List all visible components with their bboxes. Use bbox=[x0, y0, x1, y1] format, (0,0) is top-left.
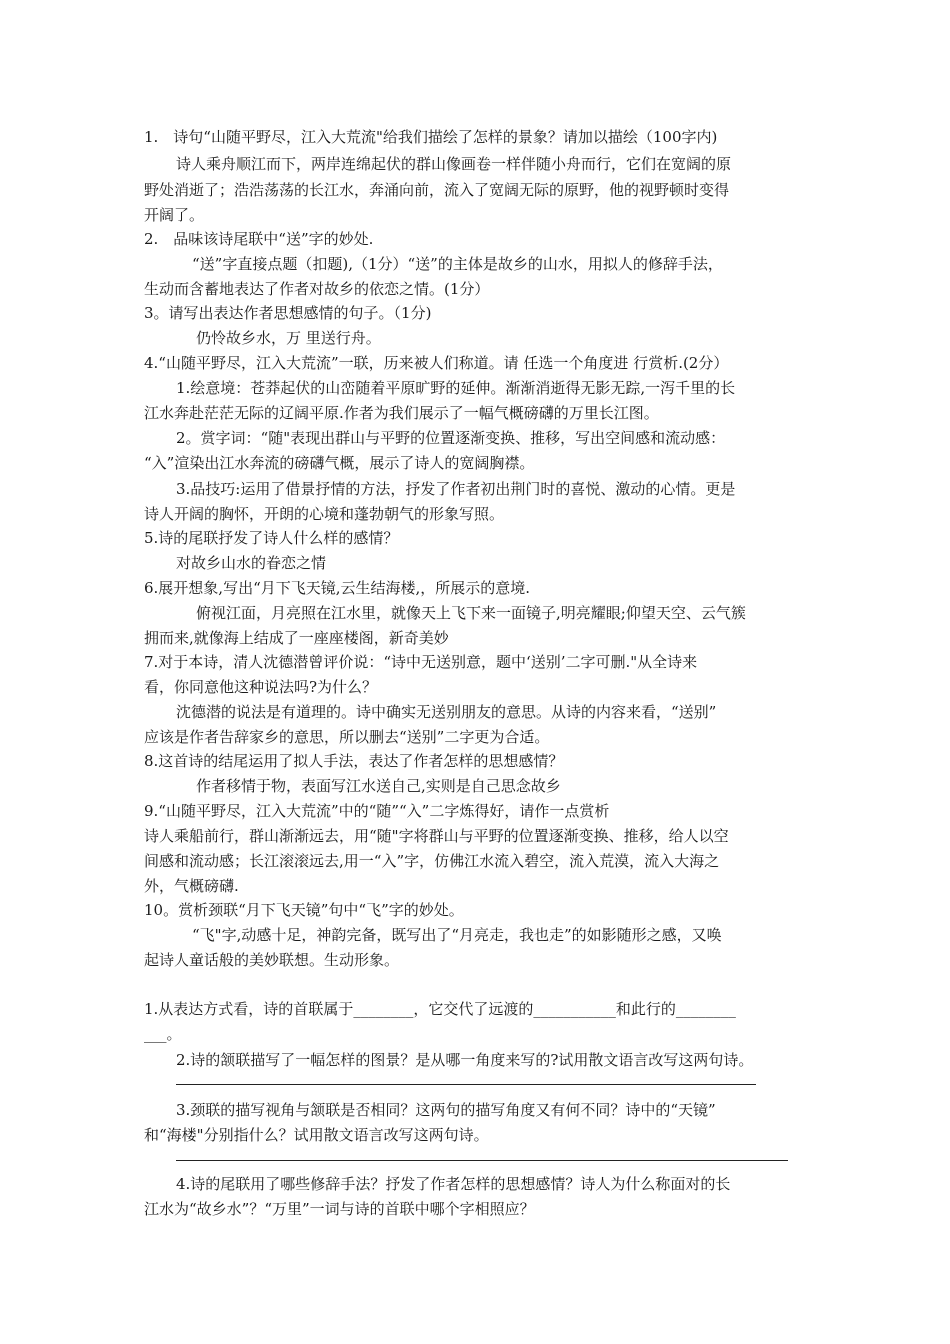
question-1: 1. 诗句“山随平野尽，江入大荒流"给我们描绘了怎样的景象？请加以描绘（100字内) bbox=[144, 128, 718, 146]
exercise-4-line-1: 4.诗的尾联用了哪些修辞手法？抒发了作者怎样的思想感情？诗人为什么称面对的长 bbox=[176, 1175, 731, 1193]
exercise-1-line-2: ___。 bbox=[144, 1025, 182, 1043]
question-9: 9.“山随平野尽，江入大荒流”中的“随”“入”二字炼得好，请作一点赏析 bbox=[144, 802, 610, 820]
answer-7-line-2: 应该是作者告辞家乡的意思，所以删去“送别”二字更为合适。 bbox=[144, 728, 550, 746]
answer-4-line-6: 诗人开阔的胸怀，开朗的心境和蓬勃朝气的形象写照。 bbox=[144, 505, 505, 523]
exercise-2: 2.诗的颔联描写了一幅怎样的图景？是从哪一角度来写的?试用散文语言改写这两句诗。 bbox=[176, 1051, 754, 1069]
answer-6-line-2: 拥而来,就像海上结成了一座座楼阁，新奇美妙 bbox=[144, 629, 449, 647]
answer-4-line-4: “入”渲染出江水奔流的磅礴气概，展示了诗人的宽阔胸襟。 bbox=[144, 454, 535, 472]
answer-10-line-2: 起诗人童话般的美妙联想。生动形象。 bbox=[144, 951, 400, 969]
answer-1-line-2: 野处消逝了；浩浩荡荡的长江水，奔涌向前，流入了宽阔无际的原野，他的视野顿时变得 bbox=[144, 181, 730, 199]
answer-blank-line bbox=[176, 1084, 756, 1085]
question-2: 2. 品味该诗尾联中“送”字的妙处. bbox=[144, 230, 374, 248]
answer-9-line-2: 间感和流动感；长江滚滚远去,用一“入”字，仿佛江水流入碧空，流入荒漠，流入大海之 bbox=[144, 852, 720, 870]
question-5: 5.诗的尾联抒发了诗人什么样的感情？ bbox=[144, 529, 399, 547]
answer-blank-line bbox=[176, 1160, 788, 1161]
question-4: 4.“山随平野尽，江入大荒流”一联，历来被人们称道。请 任选一个角度进 行赏析.(2分） bbox=[144, 354, 729, 372]
exercise-4-line-2: 江水为“故乡水”？“万里”一词与诗的首联中哪个字相照应？ bbox=[144, 1200, 535, 1218]
exercise-3-line-1: 3.颈联的描写视角与颔联是否相同？这两句的描写角度又有何不同？诗中的“天镜” bbox=[176, 1101, 716, 1119]
question-7-line-2: 看，你同意他这种说法吗?为什么？ bbox=[144, 678, 378, 696]
answer-4-line-5: 3.品技巧:运用了借景抒情的方法，抒发了作者初出荆门时的喜悦、激动的心情。更是 bbox=[176, 480, 736, 498]
answer-8: 作者移情于物，表面写江水送自己,实则是自己思念故乡 bbox=[196, 777, 561, 795]
question-3: 3。请写出表达作者思想感情的句子。（1分) bbox=[144, 304, 432, 322]
answer-4-line-1: 1.绘意境：苍莽起伏的山峦随着平原旷野的延伸。渐渐消逝得无影无踪,一泻千里的长 bbox=[176, 379, 736, 397]
question-6: 6.展开想象,写出“月下飞天镜,云生结海楼,，所展示的意境. bbox=[144, 579, 531, 597]
answer-2-line-2: 生动而含蓄地表达了作者对故乡的依恋之情。(1分） bbox=[144, 280, 490, 298]
question-10: 10。赏析颈联“月下飞天镜”句中“飞”字的妙处。 bbox=[144, 901, 464, 919]
answer-10-line-1: “飞"字,动感十足，神韵完备，既写出了“月亮走，我也走”的如影随形之感，又唤 bbox=[192, 926, 722, 944]
answer-3: 仍怜故乡水，万 里送行舟。 bbox=[196, 329, 381, 347]
answer-9-line-1: 诗人乘船前行，群山渐渐远去，用“随"字将群山与平野的位置逐渐变换、推移，给人以空 bbox=[144, 827, 729, 845]
answer-6-line-1: 俯视江面，月亮照在江水里，就像天上飞下来一面镜子,明亮耀眼;仰望天空、云气簇 bbox=[196, 604, 746, 622]
answer-5: 对故乡山水的眷恋之情 bbox=[176, 554, 327, 572]
answer-7-line-1: 沈德潜的说法是有道理的。诗中确实无送别朋友的意思。从诗的内容来看，“送别” bbox=[176, 703, 717, 721]
answer-2-line-1: “送”字直接点题（扣题),（1分）“送”的主体是故乡的山水，用拟人的修辞手法， bbox=[192, 255, 723, 273]
answer-4-line-2: 江水奔赴茫茫无际的辽阔平原.作者为我们展示了一幅气概磅礴的万里长江图。 bbox=[144, 404, 659, 422]
exercise-1-line-1: 1.从表达方式看，诗的首联属于________，它交代了远渡的___________和此行的________ bbox=[144, 1000, 736, 1018]
answer-1-line-1: 诗人乘舟顺江而下，两岸连绵起伏的群山像画卷一样伴随小舟而行，它们在宽阔的原 bbox=[176, 155, 732, 173]
exercise-3-line-2: 和“海楼"分别指什么？试用散文语言改写这两句诗。 bbox=[144, 1126, 489, 1144]
question-7-line-1: 7.对于本诗，清人沈德潜曾评价说：“诗中无送别意，题中‘送别’二字可删."从全诗来 bbox=[144, 653, 698, 671]
answer-4-line-3: 2。赏字词：“随"表现出群山与平野的位置逐渐变换、推移，写出空间感和流动感： bbox=[176, 429, 726, 447]
question-8: 8.这首诗的结尾运用了拟人手法，表达了作者怎样的思想感情？ bbox=[144, 752, 564, 770]
answer-1-line-3: 开阔了。 bbox=[144, 206, 205, 224]
answer-9-line-3: 外，气概磅礴. bbox=[144, 877, 239, 895]
